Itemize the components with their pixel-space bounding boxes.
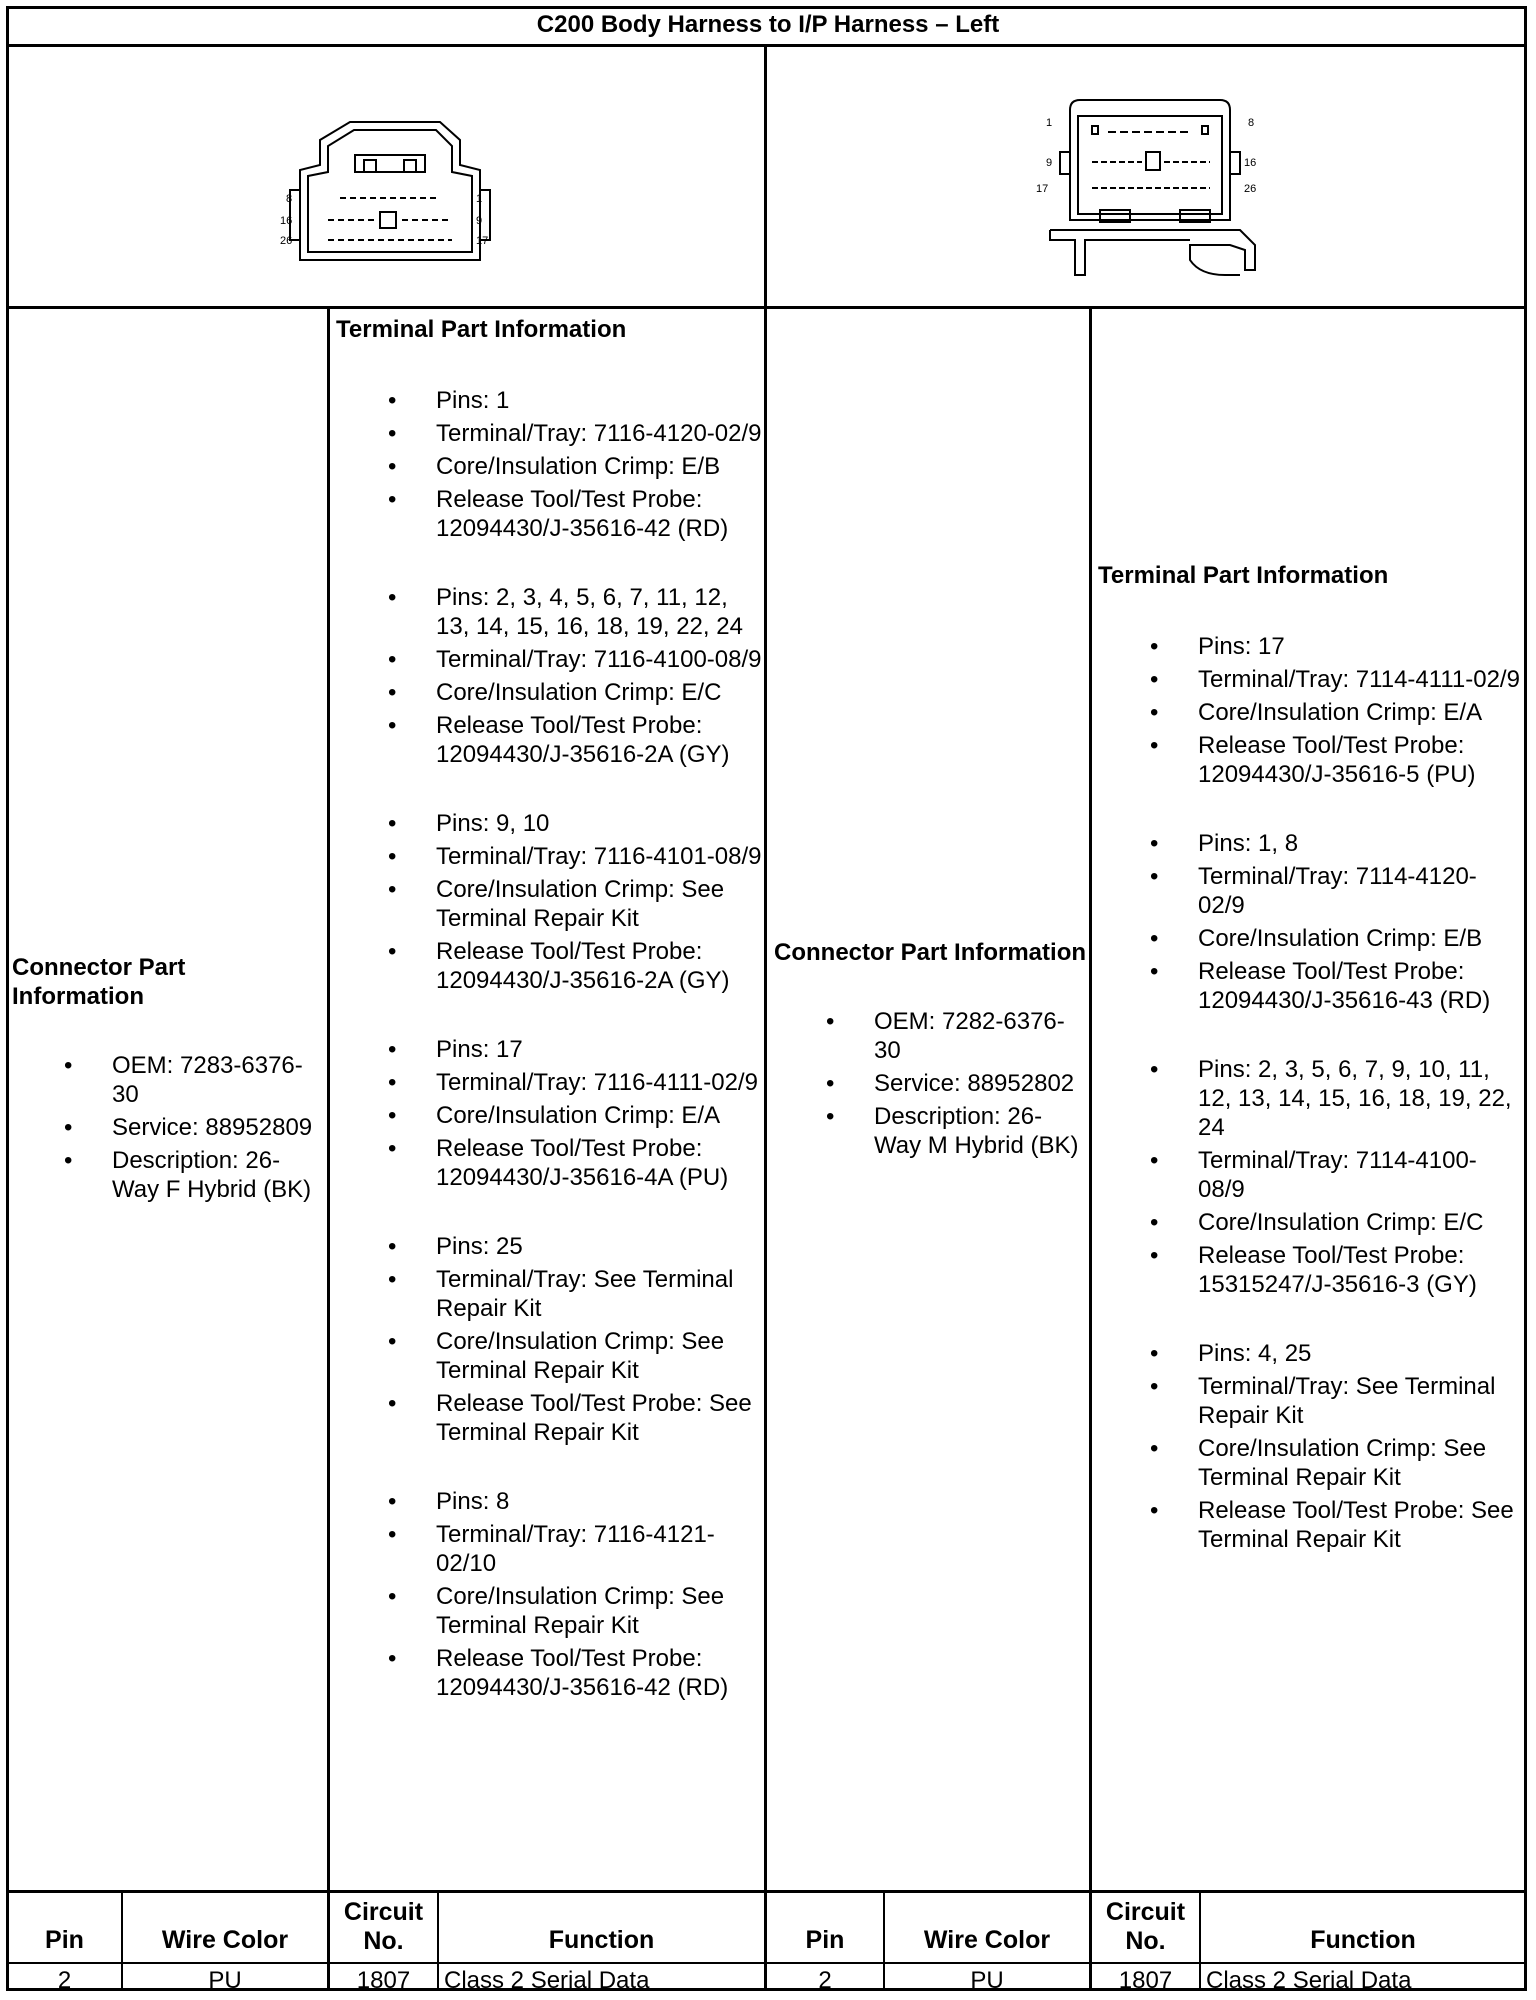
- right-connector-info: [774, 938, 1086, 1164]
- list-item: • Pins: 9, 10: [336, 809, 762, 838]
- left-header-wire-color: Wire Color: [161, 1926, 289, 1954]
- list-item: • Release Tool/Test Probe: See Terminal Repair Kit: [1098, 1496, 1522, 1554]
- left-connector-diagram: [280, 110, 500, 270]
- right-header-circuit-no: Circuit No.: [1105, 1898, 1186, 1955]
- right-pin-label: 16: [1244, 157, 1257, 169]
- left-terminal-info: [336, 315, 762, 1706]
- list-item: • Core/Insulation Crimp: See Terminal Repair Kit: [336, 1582, 762, 1640]
- left-pin-label: 16: [280, 215, 293, 227]
- right-terminal-heading: Terminal Part Information: [1098, 562, 1389, 589]
- list-item: • Pins: 2, 3, 4, 5, 6, 7, 11, 12, 13, 14, 15, 16, 18, 19, 22, 24: [336, 583, 762, 641]
- list-item: • Terminal/Tray: 7114-4111-02/9: [1098, 665, 1522, 694]
- list-item: • Release Tool/Test Probe: 12094430/J-35616-2A (GY): [336, 711, 762, 769]
- list-item: • Release Tool/Test Probe: 15315247/J-35616-3 (GY): [1098, 1241, 1522, 1299]
- list-item: • Core/Insulation Crimp: See Terminal Repair Kit: [1098, 1434, 1522, 1492]
- list-item: • Pins: 8: [336, 1487, 762, 1516]
- rule-right-col: [1089, 306, 1092, 1991]
- table-cell-circuit-no: 1807: [356, 1967, 411, 1994]
- left-terminal-group: [336, 809, 762, 995]
- table-cell-pin: 2: [57, 1967, 72, 1994]
- right-terminal-group: [1098, 1055, 1522, 1299]
- list-item: • Release Tool/Test Probe: 12094430/J-35616-5 (PU): [1098, 731, 1522, 789]
- right-pin-label: 1: [1046, 117, 1053, 129]
- list-item: • Core/Insulation Crimp: E/A: [336, 1101, 762, 1130]
- list-item: • Pins: 17: [1098, 632, 1522, 661]
- list-item: • Pins: 1: [336, 386, 762, 415]
- left-header-function: Function: [548, 1926, 655, 1954]
- right-header-wire-color: Wire Color: [923, 1926, 1051, 1954]
- right-connector-list: [774, 1007, 1086, 1160]
- right-pin-label: 9: [1046, 157, 1053, 169]
- left-pin-label: 1: [476, 193, 483, 205]
- list-item: • Core/Insulation Crimp: E/A: [1098, 698, 1522, 727]
- right-header-function: Function: [1310, 1926, 1416, 1954]
- list-item: • Terminal/Tray: 7114-4100-08/9: [1098, 1146, 1522, 1204]
- left-terminal-heading: Terminal Part Information: [336, 316, 627, 343]
- left-header-pin: Pin: [45, 1926, 84, 1954]
- list-item: • Service: 88952809: [12, 1113, 322, 1142]
- list-item: • Pins: 2, 3, 5, 6, 7, 9, 10, 11, 12, 13, 14, 15, 16, 18, 19, 22, 24: [1098, 1055, 1522, 1142]
- right-pin-label: 26: [1244, 183, 1257, 195]
- right-terminal-group: [1098, 1339, 1522, 1554]
- table-cell-function: Class 2 Serial Data: [444, 1967, 650, 1994]
- list-item: • Pins: 1, 8: [1098, 829, 1522, 858]
- list-item: • Core/Insulation Crimp: See Terminal Repair Kit: [336, 875, 762, 933]
- list-item: • Core/Insulation Crimp: E/B: [1098, 924, 1522, 953]
- left-terminal-group: [336, 1232, 762, 1447]
- right-pin-label: 17: [1036, 183, 1049, 195]
- right-connector-heading: Connector Part Information: [774, 939, 1087, 966]
- list-item: • Release Tool/Test Probe: See Terminal Repair Kit: [336, 1389, 762, 1447]
- table-cell-wire-color: PU: [208, 1967, 242, 1994]
- list-item: • Description: 26-Way M Hybrid (BK): [774, 1102, 1086, 1160]
- list-item: • Terminal/Tray: See Terminal Repair Kit: [336, 1265, 762, 1323]
- list-item: • OEM: 7283-6376-30: [12, 1051, 322, 1109]
- table-cell-wire-color: PU: [970, 1967, 1004, 1994]
- right-connector-diagram: [1030, 90, 1270, 280]
- list-item: • Pins: 25: [336, 1232, 762, 1261]
- left-header-circuit-no: Circuit No.: [343, 1898, 424, 1955]
- left-terminal-group: [336, 386, 762, 543]
- table-cell-circuit-no: 1807: [1118, 1967, 1173, 1994]
- list-item: • Description: 26-Way F Hybrid (BK): [12, 1146, 322, 1204]
- list-item: • Terminal/Tray: 7116-4121-02/10: [336, 1520, 762, 1578]
- left-pin-label: 17: [476, 235, 489, 247]
- table-cell-function: Class 2 Serial Data: [1206, 1967, 1412, 1994]
- list-item: • Pins: 4, 25: [1098, 1339, 1522, 1368]
- right-terminal-info: [1098, 561, 1522, 1558]
- left-pin-label: 26: [280, 235, 293, 247]
- list-item: • Terminal/Tray: 7116-4111-02/9: [336, 1068, 762, 1097]
- left-terminal-group: [336, 1035, 762, 1192]
- list-item: • OEM: 7282-6376-30: [774, 1007, 1086, 1065]
- table-cell-pin: 2: [818, 1967, 832, 1994]
- list-item: • Terminal/Tray: 7116-4101-08/9: [336, 842, 762, 871]
- list-item: • Core/Insulation Crimp: See Terminal Repair Kit: [336, 1327, 762, 1385]
- list-item: • Terminal/Tray: 7114-4120-02/9: [1098, 862, 1522, 920]
- list-item: • Terminal/Tray: 7116-4120-02/9: [336, 419, 762, 448]
- rule-center: [764, 44, 767, 1991]
- list-item: • Terminal/Tray: 7116-4100-08/9: [336, 645, 762, 674]
- list-item: • Release Tool/Test Probe: 12094430/J-35616-42 (RD): [336, 485, 762, 543]
- right-terminal-group: [1098, 632, 1522, 789]
- left-pin-label: 8: [286, 193, 293, 205]
- list-item: • Release Tool/Test Probe: 12094430/J-35616-43 (RD): [1098, 957, 1522, 1015]
- list-item: • Core/Insulation Crimp: E/C: [1098, 1208, 1522, 1237]
- rule-left-col: [327, 306, 330, 1991]
- left-terminal-group: [336, 583, 762, 769]
- left-connector-info: [12, 953, 322, 1208]
- right-terminal-group: [1098, 829, 1522, 1015]
- right-header-pin: Pin: [805, 1926, 845, 1954]
- list-item: • Release Tool/Test Probe: 12094430/J-35616-4A (PU): [336, 1134, 762, 1192]
- list-item: • Release Tool/Test Probe: 12094430/J-35616-2A (GY): [336, 937, 762, 995]
- right-pin-label: 8: [1248, 117, 1255, 129]
- left-terminal-group: [336, 1487, 762, 1702]
- left-connector-list: [12, 1051, 322, 1204]
- page-title: C200 Body Harness to I/P Harness – Left: [536, 11, 1000, 38]
- list-item: • Release Tool/Test Probe: 12094430/J-35616-42 (RD): [336, 1644, 762, 1702]
- list-item: • Terminal/Tray: See Terminal Repair Kit: [1098, 1372, 1522, 1430]
- list-item: • Core/Insulation Crimp: E/B: [336, 452, 762, 481]
- left-pin-label: 9: [476, 215, 483, 227]
- list-item: • Pins: 17: [336, 1035, 762, 1064]
- list-item: • Core/Insulation Crimp: E/C: [336, 678, 762, 707]
- left-connector-heading: Connector Part Information: [12, 954, 186, 1010]
- list-item: • Service: 88952802: [774, 1069, 1086, 1098]
